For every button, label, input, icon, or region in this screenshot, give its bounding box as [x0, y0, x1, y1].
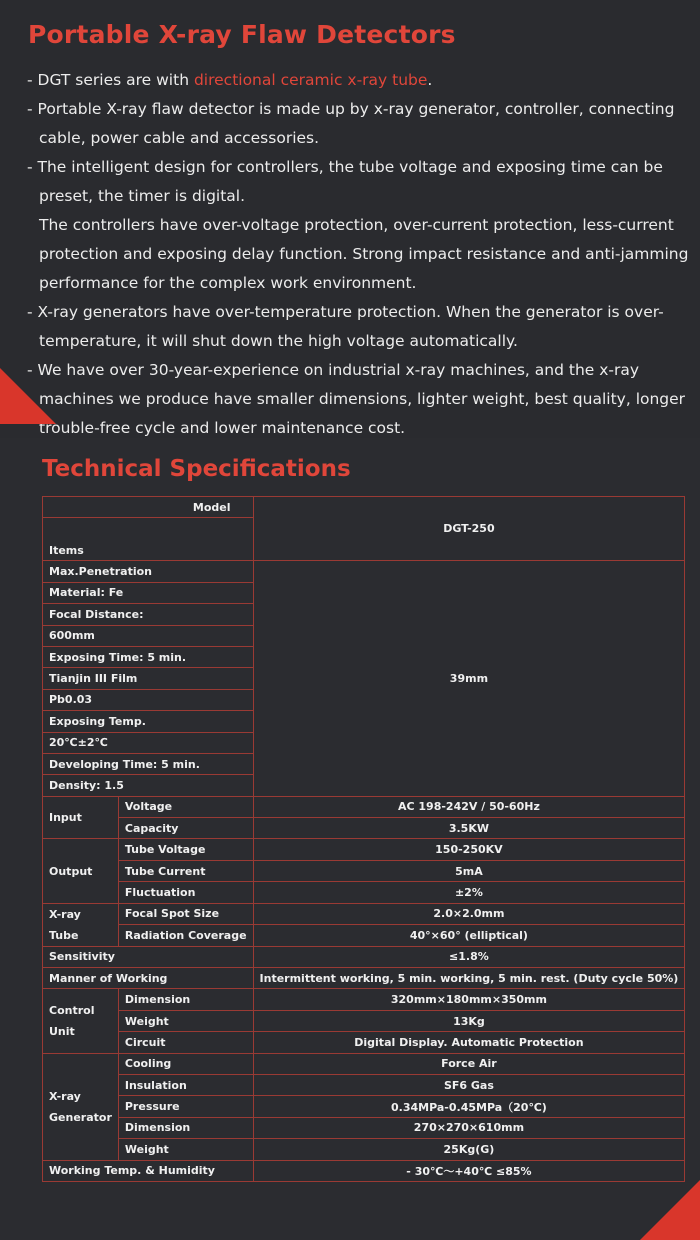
param-label: Voltage [118, 796, 253, 817]
table-row [43, 561, 685, 582]
table-row [43, 1032, 685, 1053]
group-label-line: Generator [49, 1110, 112, 1124]
param-label: Dimension [118, 1117, 253, 1138]
item-label: Pb0.03 [43, 689, 254, 710]
param-label: Working Temp. & Humidity [43, 1160, 254, 1181]
feature-list [27, 66, 697, 443]
table-row [43, 497, 685, 518]
table-row [43, 989, 685, 1010]
feature-text: - DGT series are with [27, 71, 194, 89]
group-label [43, 989, 119, 1053]
item-label: Material: Fe [43, 582, 254, 603]
feature-highlight: directional ceramic x-ray tube [193, 71, 428, 89]
param-label: Dimension [118, 989, 253, 1010]
group-label-line: Tube [49, 928, 79, 942]
param-label: Circuit [118, 1032, 253, 1053]
param-label: Weight [118, 1010, 253, 1031]
table-row [43, 968, 685, 989]
param-label: Tube Current [118, 860, 253, 881]
param-value: Force Air [253, 1053, 685, 1074]
param-label: Tube Voltage [118, 839, 253, 860]
table-row [43, 796, 685, 817]
param-value: AC 198-242V / 50-60Hz [253, 796, 685, 817]
item-label: Max.Penetration [43, 561, 254, 582]
feature-item: - The intelligent design for controllers, the tube voltage and exposing time can be preset, the timer is digital. [27, 158, 663, 205]
group-label [43, 1053, 119, 1160]
table-row [43, 903, 685, 925]
group-label-line: X-ray [49, 907, 81, 921]
decorative-triangle-right [640, 1180, 700, 1240]
param-label: Sensitivity [43, 946, 254, 967]
param-label: Insulation [118, 1074, 253, 1095]
param-value: 320mm×180mm×350mm [253, 989, 685, 1010]
feature-item: - Portable X-ray flaw detector is made up by x-ray generator, controller, connecting cable, power cable and accessories. [27, 100, 675, 147]
table-row [43, 1074, 685, 1095]
header-spacer [43, 518, 254, 541]
item-label: Exposing Time: 5 min. [43, 646, 254, 667]
param-value: 25Kg(G) [253, 1139, 685, 1160]
param-value: Intermittent working, 5 min. working, 5 min. rest. (Duty cycle 50%) [253, 968, 685, 989]
spec-title: Technical Specifications [42, 456, 351, 482]
param-label: Radiation Coverage [118, 925, 253, 947]
param-value: - 30℃～+40℃ ≤85% [253, 1160, 685, 1181]
group-label-line: Control [49, 1004, 95, 1017]
table-row [43, 1117, 685, 1138]
table-row [43, 925, 685, 947]
param-label: Fluctuation [118, 882, 253, 903]
table-row [43, 946, 685, 967]
feature-item [27, 66, 697, 95]
group-label-line: Unit [49, 1025, 75, 1038]
param-value: SF6 Gas [253, 1074, 685, 1095]
param-label: Capacity [118, 818, 253, 839]
param-value: 3.5KW [253, 818, 685, 839]
table-row [43, 1096, 685, 1117]
intro-section [0, 0, 700, 438]
param-value: Digital Display. Automatic Protection [253, 1032, 685, 1053]
model-label: Model [43, 497, 254, 518]
param-value: 270×270×610mm [253, 1117, 685, 1138]
decorative-triangle-left [0, 368, 56, 424]
model-value: DGT-250 [253, 497, 685, 561]
item-label: Tianjin III Film [43, 668, 254, 689]
param-value: 5mA [253, 860, 685, 881]
feature-item: The controllers have over-voltage protection, over-current protection, less-current protection and exposing delay function. Strong impact resistance and anti-jamming performance for the complex work environment. [39, 216, 689, 292]
group-label: Output [43, 839, 119, 903]
param-value: 40°×60° (elliptical) [253, 925, 685, 947]
items-label: Items [43, 540, 254, 561]
item-label: Focal Distance: [43, 604, 254, 625]
table-row [43, 882, 685, 903]
param-value: 0.34MPa-0.45MPa（20℃) [253, 1096, 685, 1117]
table-row [43, 1160, 685, 1181]
param-label: Focal Spot Size [118, 903, 253, 925]
table-row [43, 1010, 685, 1031]
table-row [43, 1139, 685, 1160]
item-label: Density: 1.5 [43, 775, 254, 796]
param-label: Weight [118, 1139, 253, 1160]
feature-item: - We have over 30-year-experience on industrial x-ray machines, and the x-ray machines we produce have smaller dimensions, lighter weight, best quality, longer trouble-free cycle and lower maintenance cost. [27, 361, 686, 437]
item-label: Developing Time: 5 min. [43, 753, 254, 774]
item-label: Exposing Temp. [43, 711, 254, 732]
param-label: Pressure [118, 1096, 253, 1117]
param-label: Manner of Working [43, 968, 254, 989]
table-row [43, 818, 685, 839]
param-label: Cooling [118, 1053, 253, 1074]
param-value: 13Kg [253, 1010, 685, 1031]
table-row [43, 860, 685, 881]
group-label-line: X-ray [49, 1089, 81, 1103]
page-title: Portable X-ray Flaw Detectors [28, 20, 456, 49]
item-value: 39mm [253, 561, 685, 796]
group-label: Input [43, 796, 119, 839]
param-value: 2.0×2.0mm [253, 903, 685, 925]
group-label [43, 903, 119, 946]
table-row [43, 839, 685, 860]
param-value: 150-250KV [253, 839, 685, 860]
item-label: 600mm [43, 625, 254, 646]
param-value: ≤1.8% [253, 946, 685, 967]
feature-item: - X-ray generators have over-temperature protection. When the generator is over-temperature, it will shut down the high voltage automatically. [27, 303, 664, 350]
table-row [43, 1053, 685, 1074]
spec-table [42, 496, 685, 1182]
param-value: ±2% [253, 882, 685, 903]
feature-text: . [427, 71, 433, 89]
item-label: 20℃±2℃ [43, 732, 254, 753]
